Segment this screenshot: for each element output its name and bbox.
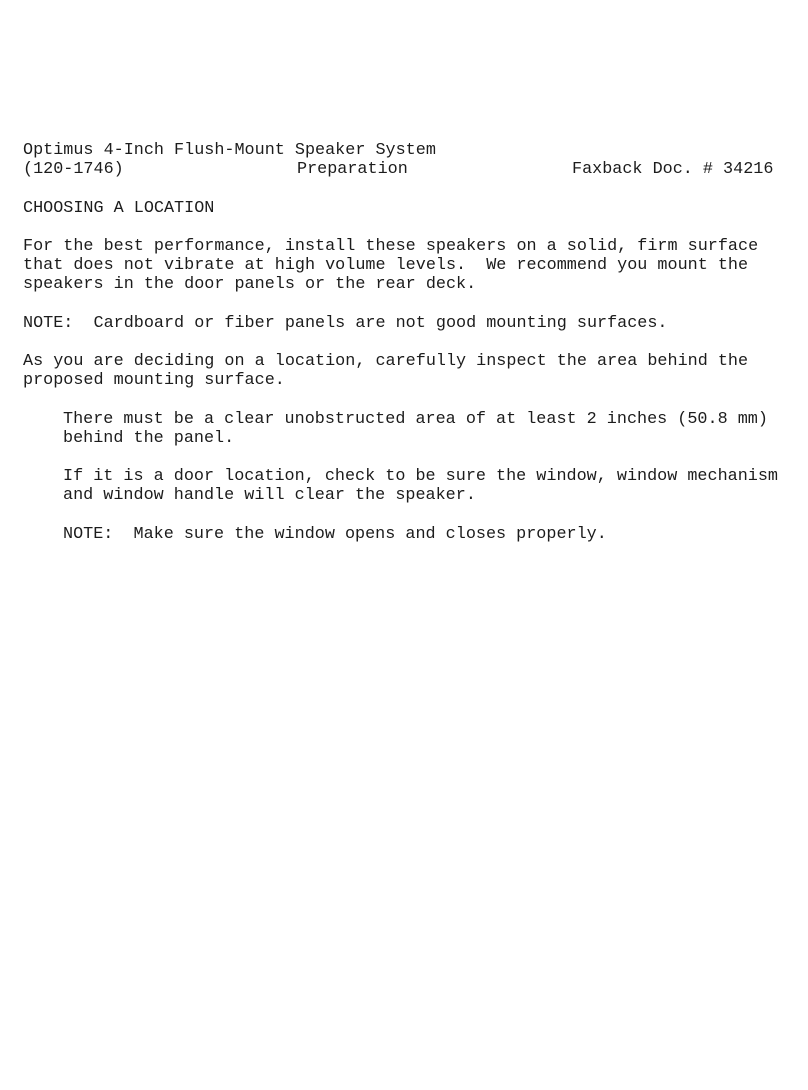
paragraph-line: speakers in the door panels or the rear deck. (23, 275, 477, 295)
paragraph-line: that does not vibrate at high volume levels. We recommend you mount the (23, 256, 749, 276)
note-cardboard: NOTE: Cardboard or fiber panels are not good mounting surfaces. (23, 313, 668, 333)
item-line: behind the panel. (63, 428, 235, 448)
paragraph-best-performance (23, 237, 803, 295)
note-line: NOTE: Make sure the window opens and closes properly. (63, 524, 607, 544)
item-line: There must be a clear unobstructed area of at least 2 inches (50.8 mm) (63, 409, 768, 429)
spacer (23, 179, 803, 198)
spacer (23, 506, 803, 525)
catalog-number: (120-1746) (23, 160, 124, 180)
paragraph-line: proposed mounting surface. (23, 371, 285, 391)
faxback-doc-number: Faxback Doc. # 34216 (572, 160, 774, 180)
paragraph-line: For the best performance, install these speakers on a solid, firm surface (23, 236, 759, 256)
spacer (23, 218, 803, 237)
document-page (23, 141, 803, 544)
section-label: Preparation (297, 160, 408, 180)
paragraph-line: As you are deciding on a location, carefully inspect the area behind the (23, 352, 749, 372)
note-window (23, 525, 803, 544)
header-row (23, 160, 803, 179)
item-clear-area (23, 410, 803, 448)
spacer (23, 448, 803, 467)
spacer (23, 333, 803, 352)
item-door-location (23, 467, 803, 505)
section-heading: CHOOSING A LOCATION (23, 198, 215, 218)
document-title: Optimus 4-Inch Flush-Mount Speaker System (23, 141, 436, 160)
spacer (23, 295, 803, 314)
item-line: and window handle will clear the speaker. (63, 486, 476, 506)
spacer (23, 390, 803, 409)
item-line: If it is a door location, check to be sure the window, window mechanism (63, 467, 778, 487)
paragraph-inspect-area (23, 352, 803, 390)
